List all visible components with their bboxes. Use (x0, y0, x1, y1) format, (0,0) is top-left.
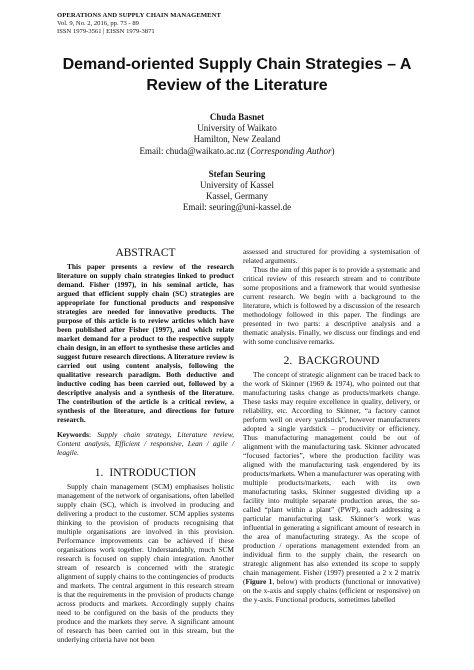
background-text-part-2: , below) with products (functional or innovative) on the x-axis and supply chains (efficient or responsive) on the y-axis. Functional products, sometimes labelled (243, 577, 420, 604)
section-number: 1. (94, 467, 104, 479)
author-location: Kassel, Germany (206, 191, 268, 202)
author-email: Email: seuring@uni-kassel.de (182, 202, 292, 213)
aim-paragraph: Thus the aim of this paper is to provide a systematic and critical review of this research stream and to contribute some propositions and a framework that would synthesise current research. We begin with a background to the literature, which is followed by a discussion of the research methodology followed in this paper. The findings are presented in two parts: a descriptive analysis and a thematic analysis. Finally, we discuss our findings and end with some conclusive remarks. (243, 265, 420, 346)
abstract-heading: ABSTRACT (115, 247, 176, 259)
journal-volume: Vol. 9, No. 2, 2016, pp. 73 - 89 (57, 20, 139, 28)
author-location: Hamilton, New Zealand (193, 134, 281, 145)
keywords-label: Keywords (57, 430, 90, 439)
keywords-value: Supply chain strategy, Literature review, Content analysis, Efficient / responsive, Lean / agile / leagile. (57, 430, 234, 457)
section-title: BACKGROUND (298, 355, 380, 367)
title-line-1: Demand-oriented Supply Chain Strategies – A (62, 56, 412, 73)
title-line-2: Review of the Literature (146, 77, 328, 94)
email-suffix: ) (331, 145, 335, 156)
author-block (40, 112, 434, 214)
section-title: INTRODUCTION (109, 467, 197, 479)
right-column (243, 247, 420, 604)
continued-paragraph: assessed and structured for providing a systemisation of related arguments. (243, 247, 420, 265)
journal-name: OPERATIONS AND SUPPLY CHAIN MANAGEMENT (57, 12, 222, 19)
paper-title (40, 54, 434, 96)
author-name: Stefan Seuring (208, 168, 266, 179)
author-affiliation: University of Kassel (200, 180, 274, 191)
author-email (40, 146, 434, 157)
keywords-separator: : (89, 430, 98, 439)
author-name: Chuda Basnet (209, 112, 265, 122)
author-affiliation: University of Waikato (197, 123, 277, 134)
corresponding-author-note: Corresponding Author (250, 145, 332, 156)
journal-issn: ISSN 1979-3561 | EISSN 1979-3871 (57, 28, 155, 36)
abstract-text: This paper presents a review of the research literature on supply chain strategies linked to product demand. Fisher (1997), in his seminal article, has argued that efficient supply chain (SC) strategies are appropriate for functional products and responsive strategies are needed for innovative products. The purpose of this article is to review articles which have been published after Fisher (1997), and which relate market demand for a product to the respective supply chain design, in an effort to synthesise these articles and suggest future research directions. A literature review is carried out using content analysis, following the qualitative research paradigm. Both deductive and inductive coding has been carried out, followed by a descriptive analysis and a synthesis of the literature. The contribution of the article is a critical review, a synthesis of the literature, and directions for future research. (57, 262, 234, 424)
keywords (57, 430, 234, 457)
journal-header (57, 12, 221, 37)
background-heading (243, 355, 420, 368)
section-number: 2. (283, 355, 293, 367)
background-text (243, 370, 420, 604)
introduction-text: Supply chain management (SCM) emphasises holistic management of the network of organisations, often labelled supply chain (SC), which is involved in producing and delivering a product to the customer. SCM applies systems thinking to the provision of products recognising that multiple organisations are involved in this provision. Performance improvements can be achieved if these organisations work together. Understandably, much SCM research is focused on supply chain integration. Another stream of research is concerned with the strategic alignment of supply chains to the contingencies of products and markets. The central argument in this research stream is that the requirements in the provision of products change across products and markets. Accordingly supply chains need to be configured on the basis of the products they produce and the markets they serve. A significant amount of research has been carried out in this stream, but the underlying criteria have not been (57, 482, 234, 644)
introduction-heading (57, 467, 234, 480)
background-text-part-1: The concept of strategic alignment can be traced back to the work of Skinner (1969 & 1974), who pointed out that manufacturing tasks change as products/markets change. These tasks may require excellence in quality, delivery, or reliability, etc. According to Skinner, “a factory cannot perform well on every yardstick”, however manufacturers adopted a single yardstick – productivity or efficiency. Thus manufacturing management could be out of alignment with the manufacturing task. Skinner advocated “focused factories”, where the production facility was aligned with the manufacturing task engendered by its products/markets. When a manufacturer was operating with multiple products/markets, each with its own manufacturing tasks, Skinner suggested dividing up a facility into multiple separate production areas, the so-called “plant within a plant” (PWP), each addressing a particular manufacturing task. Skinner’s work was influential in generating a significant amount of research in the area of manufacturing strategy. As the scope of production / operations management extended from an individual firm to the supply chain, the research on strategic alignment has also extended its scope to supply chain management. Fisher (1997) presented a 2 x 2 matrix ( (243, 370, 420, 586)
figure-reference: Figure 1 (245, 577, 273, 586)
email-text: Email: chuda@waikato.ac.nz ( (139, 145, 251, 156)
left-column (57, 247, 234, 644)
